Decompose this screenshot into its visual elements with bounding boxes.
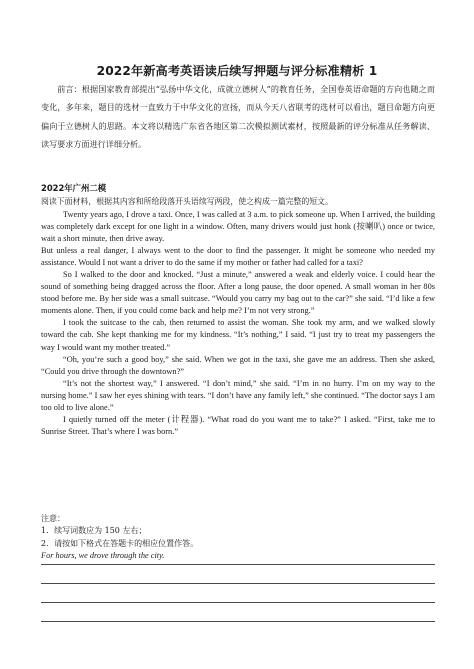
note-item: 1．续写词数应为 150 左右；	[41, 526, 147, 536]
answer-line[interactable]	[41, 621, 435, 622]
passage-paragraph: So I walked to the door and knocked. “Just a minute,” answered a weak and elderly voice. I could hear the sound of something being dragged across the floor. After a long pause, the door opened. A small woman in her 80s stood before me. By her side was a small suitcase. “Would you carry my bag out to the car?” she said. “I’d like a few moments alone. Then, if you could come back and help me? I’m not very strong.”	[41, 270, 435, 316]
task-instruction: 阅读下面材料，根据其内容和所给段落开头语续写两段，使之构成一篇完整的短文。	[41, 197, 333, 206]
passage-paragraph: I quietly turned off the meter (计程器). “What road do you want me to take?” I asked. “First, take me to Sunrise Street. That’s where I was born.”	[41, 414, 435, 436]
notes-heading: 注意：	[41, 514, 65, 523]
reading-passage	[41, 209, 435, 438]
passage-paragraph: “Oh, you’re such a good boy,” she said. When we got in the taxi, she gave me an address. Then she asked, “Could you drive through the downtown?”	[41, 354, 435, 376]
passage-paragraph: Twenty years ago, I drove a taxi. Once, I was called at 3 a.m. to pick someone up. When I arrived, the building was completely dark except for one light in a window. Often, many drivers would just honk (按喇叭) once or twice, wait a short minute, then drive away.	[41, 210, 435, 244]
notes-block	[41, 513, 435, 563]
document-title: 2022年新高考英语读后续写押题与评分标准精析 1	[96, 64, 378, 78]
answer-line[interactable]	[41, 564, 435, 565]
note-item: 2．请按如下格式在答题卡的相应位置作答。	[41, 538, 199, 548]
passage-paragraph: “It’s not the shortest way,” I answered. “I don’t mind,” she said. “I’m in no hurry. I’m on my way to the nursing home.” I saw her eyes shining with tears. “I don’t have any family left,” she continued. “The doctor says I am too old to live alone.”	[41, 378, 435, 412]
section-heading: 2022年广州二模	[41, 183, 107, 193]
answer-line[interactable]	[41, 583, 435, 584]
answer-line[interactable]	[41, 602, 435, 603]
preface-paragraph: 前言：根据国家教育部提出“弘扬中华文化，成就立德树人”的教育任务，全国卷英语命题的方向也随之而变化，多年来，题目的选材一直致力于中华文化的宣扬，而从今天八省联考的选材可以看出，题目命题方向更偏向于立德树人的思路。本文将以精选广东省各地区第二次模拟测试素材，按照最新的评分标准从任务解读、读写要求方面进行详细分析。	[41, 84, 435, 150]
passage-paragraph: But unless a real danger, I always went to the door to find the passenger. It might be someone who needed my assistance. Would I not want a driver to do the same if my mother or father had called for a taxi?	[41, 246, 435, 268]
passage-paragraph: I took the suitcase to the cab, then returned to assist the woman. She took my arm, and we walked slowly toward the cab. She kept thanking me for my kindness. “It’s nothing,” I said. “I just try to treat my passengers the way I would want my mother treated.”	[41, 318, 435, 352]
continuation-opening: For hours, we drove through the city.	[41, 551, 165, 561]
